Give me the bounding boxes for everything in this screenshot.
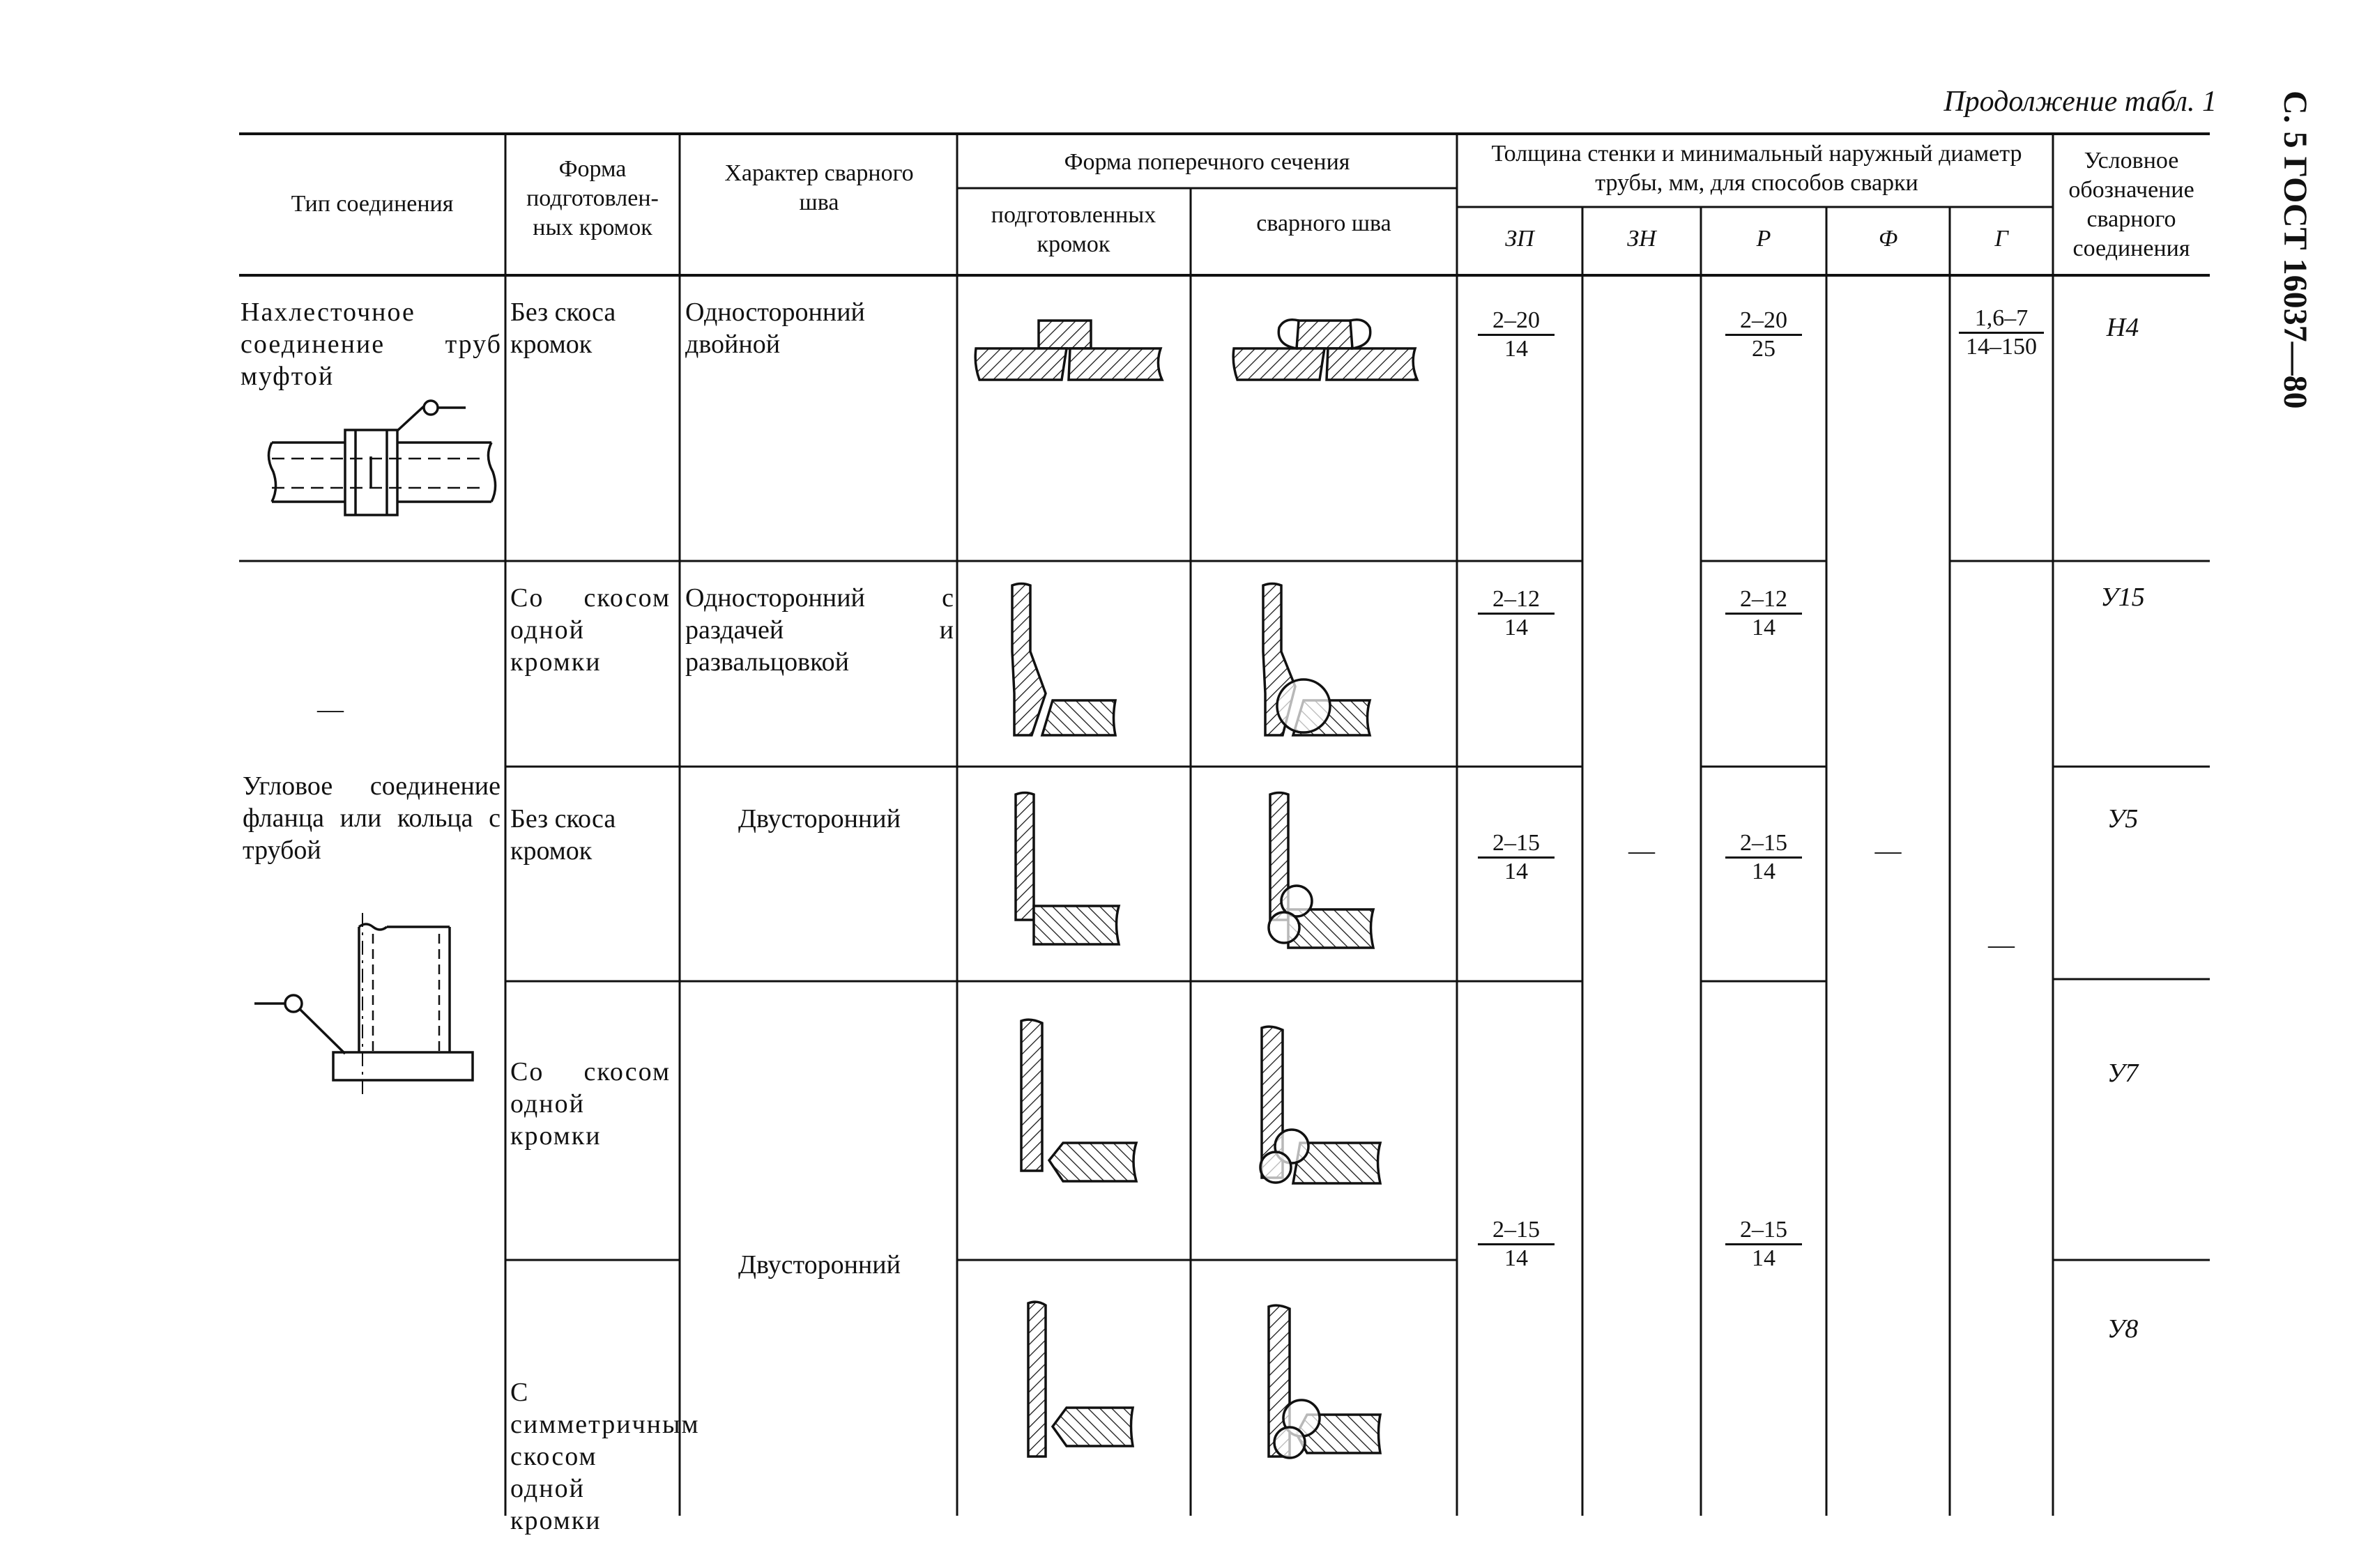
row2-r-den: 14 [1752,615,1775,640]
row1-r-den: 25 [1752,336,1775,362]
joint-type-dash: — [317,695,344,724]
header-method-f: Ф [1878,226,1898,252]
row3-zp-num: 2–15 [1478,831,1555,859]
side-header: С. 5 ГОСТ 16037—80 [2277,91,2314,409]
zn-value: — [1628,836,1655,866]
row2-prepared-section [1004,582,1122,742]
row1-zp-num: 2–20 [1478,309,1555,336]
row1-seam: Односторонний двойной [685,298,865,359]
row1-r-value [1725,309,1802,361]
row2-weld-section [1255,582,1380,742]
row2-zp-num: 2–12 [1478,587,1555,615]
row5-weld-section [1258,1303,1391,1470]
row3-prepared-section [1007,791,1133,958]
row2-edge-form: Со скосом одной кромки [510,583,671,677]
row2-r-num: 2–12 [1725,587,1802,615]
row1-g-num: 1,6–7 [1959,307,2044,334]
row4-weld-section [1251,1024,1391,1199]
row2-zp-value [1478,587,1555,640]
row3-seam: Двусторонний [738,804,901,833]
row3-r-value [1725,831,1802,884]
row2-r-value [1725,587,1802,640]
rows45-seam: Двусторонний [738,1250,901,1279]
row1-code: Н4 [2106,313,2139,342]
header-method-r: Р [1756,226,1771,252]
row1-weld-section [1230,314,1439,390]
angle-joint-drawing [251,906,488,1101]
header-cs-prepared: подготовленных кромок [991,202,1156,257]
row1-edge-form: Без скоса кромок [510,298,616,359]
header-method-zp: ЗП [1505,226,1534,252]
header-type: Тип соединения [291,191,454,217]
row5-code: У8 [2107,1314,2139,1344]
row1-g-den: 14–150 [1966,334,2037,360]
header-method-zn: ЗН [1627,226,1656,252]
row2-seam: Односторонний с раздачей и развальцовкой [685,583,954,677]
row3-zp-value [1478,831,1555,884]
row4-code: У7 [2107,1059,2139,1088]
header-cross-section: Форма поперечного сечения [1064,149,1350,175]
g-dash-value: — [1988,930,2015,960]
joint-type-angle: Угловое соединение фланца или кольца с трубой [243,771,501,865]
row1-g-value [1959,307,2044,359]
row1-r-num: 2–20 [1725,309,1802,336]
row3-r-den: 14 [1752,859,1775,884]
row3-edge-form: Без скоса кромок [510,804,616,866]
header-method-g: Г [1994,226,2008,252]
row1-zp-den: 14 [1504,336,1528,362]
row2-code: У15 [2100,583,2145,612]
header-thickness: Толщина стенки и минимальный наружный диаметр трубы, мм, для способов сварки [1491,141,2022,196]
joint-type-lap: Нахлесточное соединение труб муфтой [240,298,502,391]
rows45-r-den: 14 [1752,1245,1775,1271]
header-edge-form: Форма подготовлен-ных кромок [526,156,659,240]
f-value: — [1874,836,1902,866]
row1-zp-value [1478,309,1555,361]
row3-zp-den: 14 [1504,859,1528,884]
continuation-label: Продолжение табл. 1 [1943,86,2217,118]
row4-prepared-section [1011,1017,1143,1199]
rows45-zp-num: 2–15 [1478,1218,1555,1245]
row3-r-num: 2–15 [1725,831,1802,859]
row3-code: У5 [2107,804,2139,833]
row4-edge-form: Со скосом одной кромки [510,1057,671,1151]
rows45-r-num: 2–15 [1725,1218,1802,1245]
row2-zp-den: 14 [1504,615,1528,640]
row1-prepared-section [972,317,1171,387]
header-cs-weld: сварного шва [1256,210,1391,236]
row5-edge-form: С симметричным скосом одной кромки [510,1378,700,1535]
row5-prepared-section [1014,1300,1140,1467]
header-seam-character: Характер сварного шва [724,160,914,215]
rows45-zp-den: 14 [1504,1245,1528,1271]
lap-joint-drawing [258,387,502,544]
rows45-zp-value [1478,1218,1555,1270]
row3-weld-section [1262,791,1387,958]
rows45-r-value [1725,1218,1802,1270]
header-designation: Условное обозначение сварного соединения [2068,148,2194,261]
